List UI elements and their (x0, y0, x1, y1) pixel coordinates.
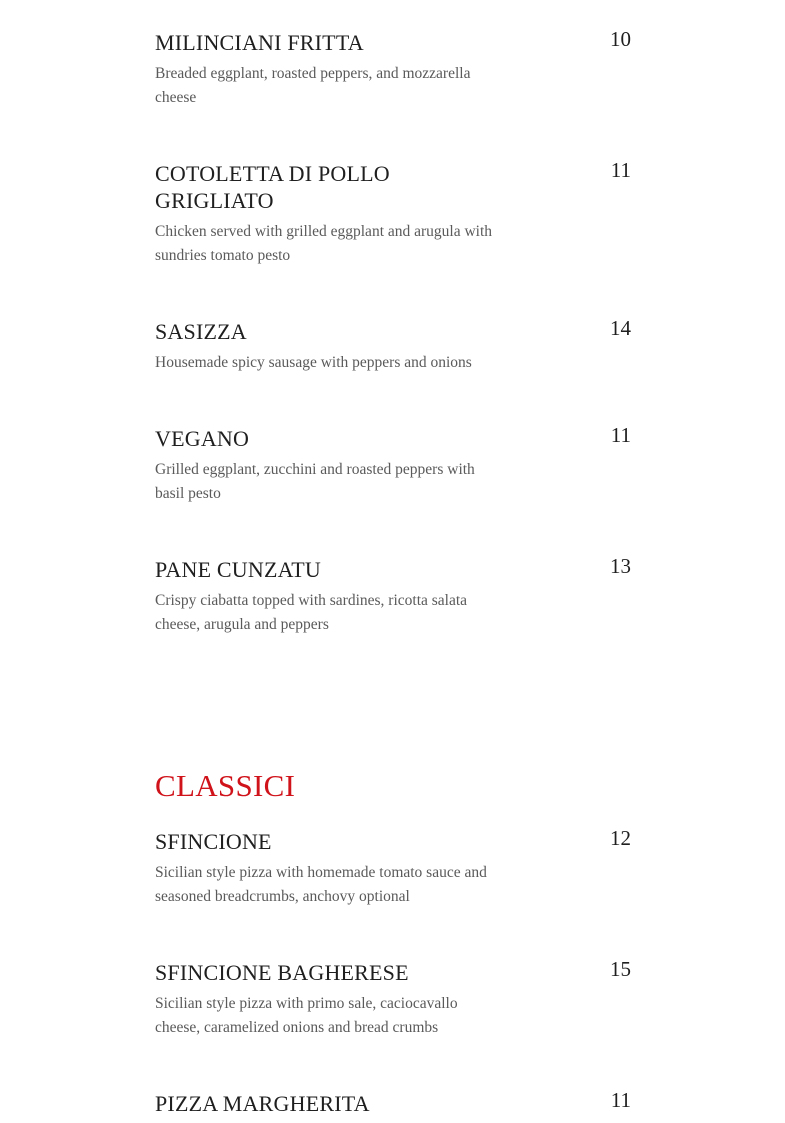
section-heading-classici: CLASSICI (155, 768, 296, 803)
menu-item (155, 318, 631, 375)
item-price: 13 (610, 554, 631, 578)
menu-item (155, 959, 631, 1040)
item-name: VEGANO (155, 426, 250, 451)
menu-item (155, 828, 631, 909)
item-description: Sicilian style pizza with homemade tomato sauce and seasoned breadcrumbs, anchovy optional (155, 864, 487, 905)
item-name: SFINCIONE (155, 829, 272, 854)
item-name: PANE CUNZATU (155, 557, 321, 582)
item-price: 11 (610, 423, 631, 447)
item-description: Housemade spicy sausage with peppers and onions (155, 354, 472, 371)
item-description: Breaded eggplant, roasted peppers, and mozzarella cheese (155, 65, 471, 106)
item-name: SFINCIONE BAGHERESE (155, 960, 409, 985)
menu-item (155, 160, 631, 268)
item-description: Chicken served with grilled eggplant and arugula with sundries tomato pesto (155, 223, 493, 264)
menu-item (155, 425, 631, 506)
item-price: 11 (610, 1088, 631, 1112)
item-price: 15 (610, 957, 631, 981)
item-price: 11 (610, 158, 631, 182)
item-description: Crispy ciabatta topped with sardines, ricotta salata cheese, arugula and peppers (155, 592, 468, 633)
item-price: 12 (610, 826, 631, 850)
menu-item (155, 556, 631, 637)
item-name: SASIZZA (155, 319, 247, 344)
item-price: 10 (610, 27, 631, 51)
item-description: Grilled eggplant, zucchini and roasted peppers with basil pesto (155, 461, 475, 502)
menu-item (155, 1090, 631, 1117)
item-description: Sicilian style pizza with primo sale, caciocavallo cheese, caramelized onions and bread crumbs (155, 995, 458, 1036)
item-name: MILINCIANI FRITTA (155, 30, 364, 55)
item-name: PIZZA MARGHERITA (155, 1091, 370, 1116)
item-price: 14 (610, 316, 631, 340)
menu-item (155, 29, 631, 110)
item-name: COTOLETTA DI POLLO GRIGLIATO (155, 161, 390, 213)
